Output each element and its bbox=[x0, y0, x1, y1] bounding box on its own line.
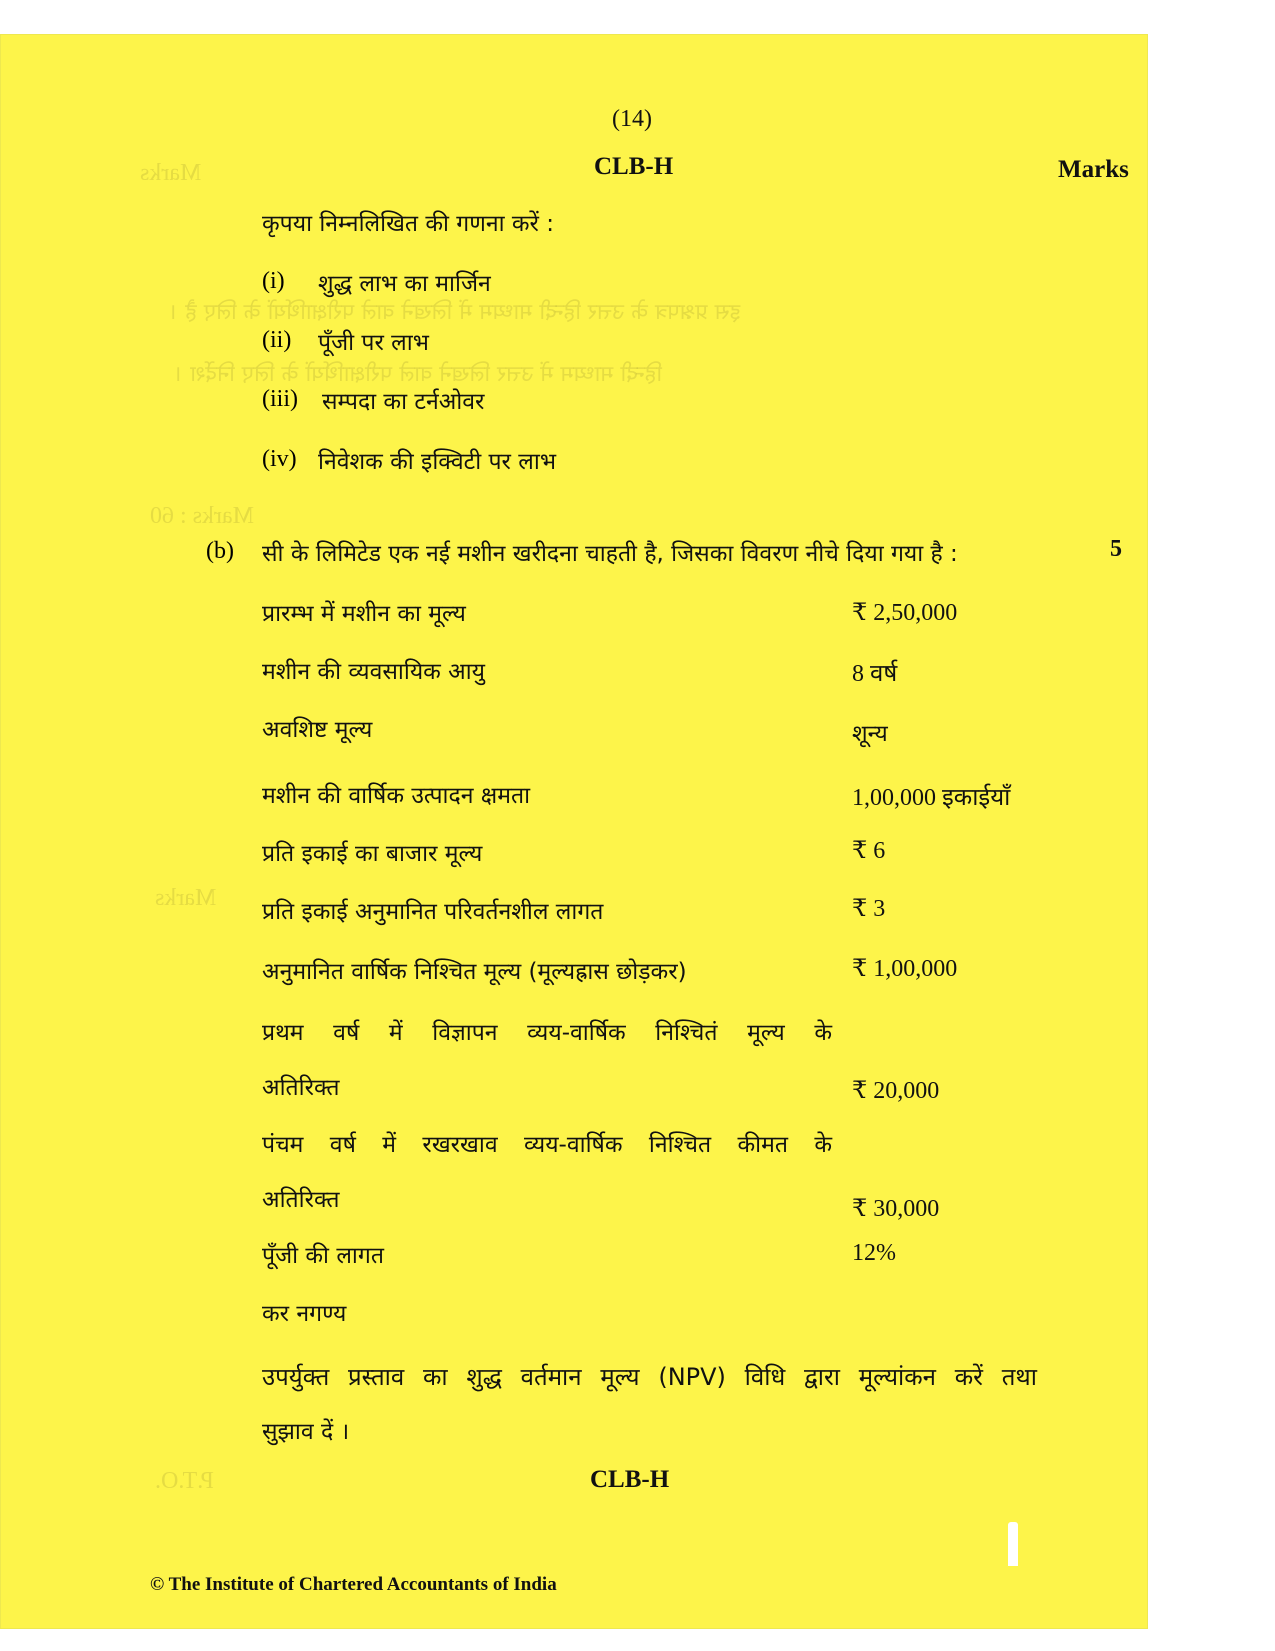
detail-value: ₹ 6 bbox=[852, 838, 886, 864]
list-item-text: निवेशक की इक्विटी पर लाभ bbox=[318, 449, 556, 475]
tax-note: कर नगण्य bbox=[262, 1301, 347, 1327]
bleed-through-text: Marks bbox=[155, 885, 217, 911]
detail-label: मशीन की व्यवसायिक आयु bbox=[262, 659, 485, 685]
list-item-text: पूँजी पर लाभ bbox=[318, 330, 429, 356]
detail-value: ₹ 2,50,000 bbox=[852, 600, 958, 626]
detail-value: ₹ 1,00,000 bbox=[852, 956, 958, 982]
detail-label: प्रारम्भ में मशीन का मूल्य bbox=[262, 601, 466, 627]
maintenance-value: ₹ 30,000 bbox=[852, 1196, 940, 1222]
maintenance-label-line2: अतिरिक्त bbox=[262, 1187, 340, 1213]
advertising-value: ₹ 20,000 bbox=[852, 1078, 940, 1104]
detail-label: प्रति इकाई का बाजार मूल्य bbox=[262, 841, 483, 867]
scan-artifact bbox=[1008, 1522, 1018, 1566]
detail-value: शून्य bbox=[852, 721, 888, 747]
copyright-notice: © The Institute of Chartered Accountants of India bbox=[150, 1574, 557, 1595]
detail-value: 1,00,000 इकाईयाँ bbox=[852, 785, 1011, 811]
bleed-through-text: Marks : 60 bbox=[150, 503, 254, 529]
advertising-label-line2: अतिरिक्त bbox=[262, 1075, 340, 1101]
list-item-number: (ii) bbox=[262, 327, 292, 353]
detail-label: मशीन की वार्षिक उत्पादन क्षमता bbox=[262, 783, 531, 809]
paper-code-footer: CLB-H bbox=[590, 1466, 670, 1493]
calculation-intro: कृपया निम्नलिखित की गणना करें : bbox=[262, 211, 554, 237]
npv-instruction-line1: उपर्युक्त प्रस्ताव का शुद्ध वर्तमान मूल्य (NPV) विधि द्वारा मूल्यांकन करें तथा bbox=[262, 1363, 1037, 1391]
detail-label: अनुमानित वार्षिक निश्चित मूल्य (मूल्यह्रास छोड़कर) bbox=[262, 959, 687, 985]
detail-value: 8 वर्ष bbox=[852, 661, 898, 687]
list-item-number: (i) bbox=[262, 268, 285, 294]
question-text: सी के लिमिटेड एक नई मशीन खरीदना चाहती है, जिसका विवरण नीचे दिया गया है : bbox=[262, 541, 958, 567]
advertising-label-line1: प्रथम वर्ष में विज्ञापन व्यय-वार्षिक निश्चितं मूल्य के bbox=[262, 1020, 832, 1046]
npv-instruction-line2: सुझाव दें । bbox=[262, 1419, 350, 1445]
detail-label: अवशिष्ट मूल्य bbox=[262, 717, 373, 743]
list-item-text: सम्पदा का टर्नओवर bbox=[322, 389, 485, 415]
detail-label: प्रति इकाई अनुमानित परिवर्तनशील लागत bbox=[262, 899, 604, 925]
question-marks: 5 bbox=[1110, 536, 1122, 562]
question-label: (b) bbox=[206, 538, 234, 564]
paper-code-header: CLB-H bbox=[594, 153, 674, 180]
list-item-number: (iii) bbox=[262, 386, 298, 412]
bleed-through-text: हिन्दी माध्यम में उत्तर लिखने वाले परीक्षार्थियों के लिए निर्देश । bbox=[175, 362, 663, 387]
bleed-through-text: P.T.O. bbox=[155, 1468, 214, 1494]
list-item-number: (iv) bbox=[262, 446, 297, 472]
page-number: (14) bbox=[612, 106, 652, 132]
marks-column-header: Marks bbox=[1058, 156, 1129, 183]
bleed-through-text: Marks bbox=[140, 160, 202, 186]
cost-of-capital-value: 12% bbox=[852, 1240, 896, 1266]
bleed-through-text: इस प्रश्नपत्र के उत्तर हिन्दी माध्यम में लिखने वाले परीक्षार्थियों के लिए है । bbox=[170, 300, 741, 325]
cost-of-capital-label: पूँजी की लागत bbox=[262, 1243, 384, 1269]
list-item-text: शुद्ध लाभ का मार्जिन bbox=[318, 271, 491, 297]
detail-value: ₹ 3 bbox=[852, 896, 886, 922]
maintenance-label-line1: पंचम वर्ष में रखरखाव व्यय-वार्षिक निश्चित कीमत के bbox=[262, 1132, 832, 1158]
